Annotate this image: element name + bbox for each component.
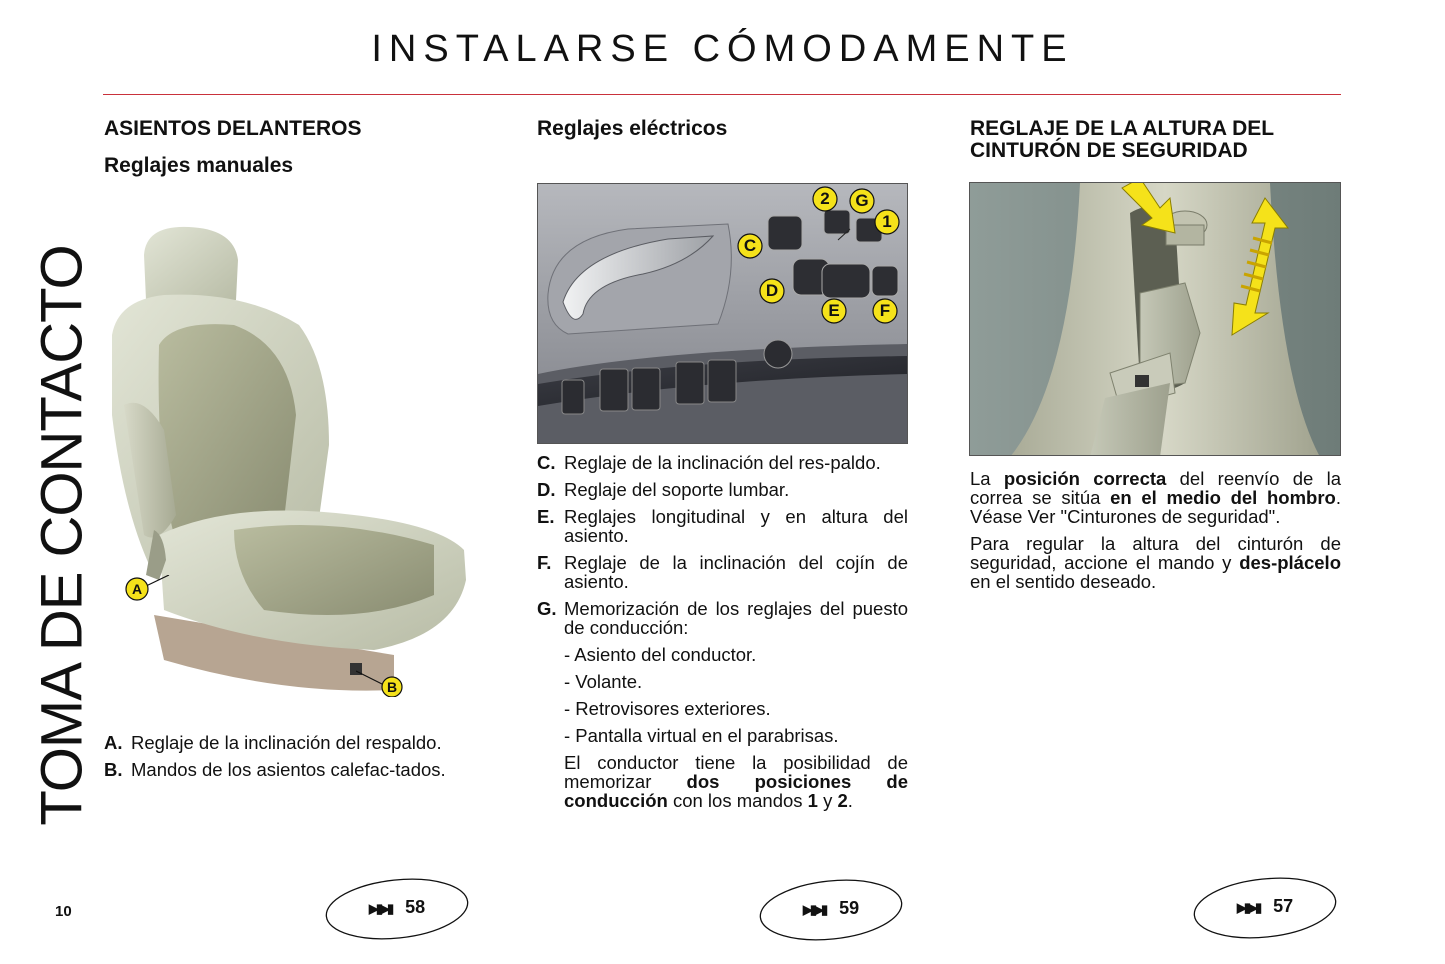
belt-position-paragraph: La posición correcta del reenvío de la correa se sitúa en el medio del hombro. Véase Ver "Cinturones de seguridad".	[970, 468, 1341, 527]
ref-link-59[interactable]: ▶▮▶▮ 59	[758, 879, 904, 941]
page-title: INSTALARSE CÓMODAMENTE	[371, 28, 1074, 70]
callout-f: F	[879, 301, 891, 320]
col2-heading: Reglajes eléctricos	[537, 117, 728, 140]
sub-item: - Volante.	[564, 671, 643, 692]
door-controls-photo	[537, 183, 908, 444]
col3-text	[970, 469, 1341, 599]
seatbelt-photo	[969, 182, 1341, 456]
list-item: G. Memorización de los reglajes del puesto de conducción:	[537, 598, 908, 638]
sub-item: - Asiento del conductor.	[564, 644, 757, 665]
callout-g: G	[855, 191, 869, 210]
list-item: D. Reglaje del soporte lumbar.	[537, 479, 790, 500]
ref-link-57[interactable]: ▶▮▶▮ 57	[1192, 877, 1338, 939]
col3-heading: REGLAJE DE LA ALTURA DEL CINTURÓN DE SEGURIDAD	[970, 117, 1275, 162]
col2-list	[537, 453, 908, 818]
double-play-icon: ▶▮▶▮	[368, 901, 392, 916]
col1-subheading: Reglajes manuales	[104, 154, 294, 177]
side-title: TOMA DE CONTACTO	[29, 245, 95, 826]
callout-1: 1	[882, 212, 892, 231]
list-item: E. Reglajes longitudinal y en altura del asiento.	[537, 506, 908, 546]
double-play-icon: ▶▮▶▮	[1236, 900, 1260, 915]
sub-item: - Pantalla virtual en el parabrisas.	[564, 725, 839, 746]
list-item: F. Reglaje de la inclinación del cojín de asiento.	[537, 552, 908, 592]
callout-d: D	[765, 281, 779, 300]
callout-c: C	[743, 236, 757, 255]
callout-a: A	[131, 581, 143, 597]
callout-e: E	[828, 301, 840, 320]
list-item: A. Reglaje de la inclinación del respaldo.	[104, 732, 442, 753]
ref-link-58[interactable]: ▶▮▶▮ 58	[324, 878, 470, 940]
col1-heading: ASIENTOS DELANTEROS	[104, 117, 362, 140]
double-play-icon: ▶▮▶▮	[802, 902, 826, 917]
sub-item: - Retrovisores exteriores.	[564, 698, 771, 719]
callout-b: B	[386, 679, 398, 695]
seat-illustration	[104, 215, 476, 710]
title-rule	[103, 94, 1341, 95]
belt-adjust-paragraph: Para regular la altura del cinturón de seguridad, accione el mando y des-plácelo en el sentido deseado.	[970, 533, 1341, 592]
list-item: B. Mandos de los asientos calefac-tados.	[104, 759, 446, 780]
page-number: 10	[55, 903, 72, 920]
col1-list	[104, 733, 475, 787]
list-item: C. Reglaje de la inclinación del res-paldo.	[537, 452, 881, 473]
callout-2: 2	[820, 189, 830, 208]
memory-note: El conductor tiene la posibilidad de memorizar dos posiciones de conducción con los mandos 1 y 2.	[564, 752, 908, 811]
